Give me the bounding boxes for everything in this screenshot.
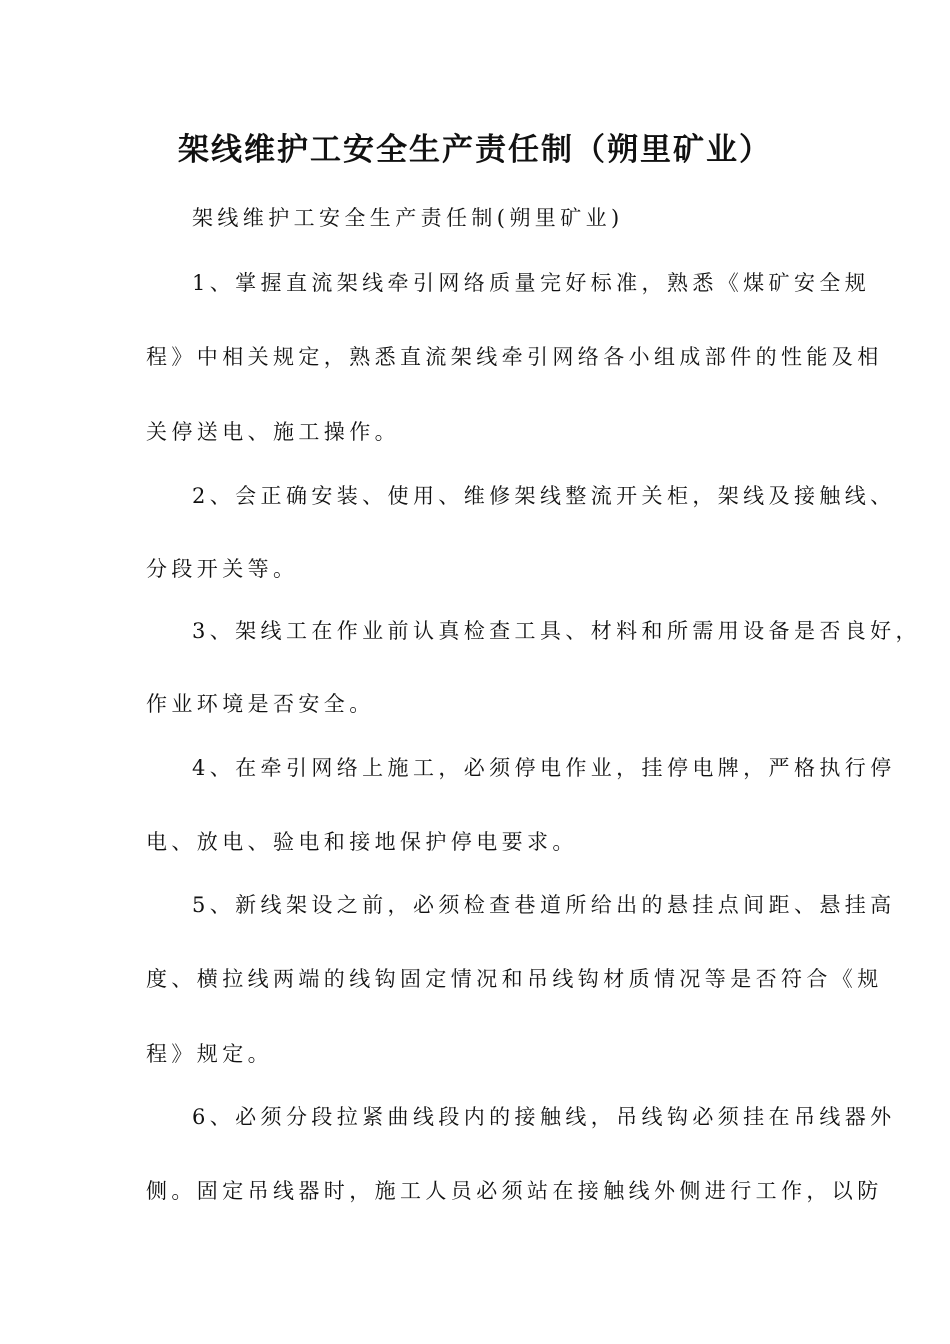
paragraph-line: 程》中相关规定，熟悉直流架线牵引网络各小组成部件的性能及相 (146, 345, 883, 369)
paragraph-line: 4、在牵引网络上施工，必须停电作业，挂停电牌，严格执行停 (192, 756, 896, 780)
paragraph-line: 分段开关等。 (146, 557, 299, 581)
paragraph-line: 关停送电、施工操作。 (146, 420, 400, 444)
paragraph-line: 度、横拉线两端的线钩固定情况和吊线钩材质情况等是否符合《规 (146, 967, 883, 991)
paragraph-line: 1、掌握直流架线牵引网络质量完好标准，熟悉《煤矿安全规 (192, 271, 871, 295)
paragraph-line: 程》规定。 (146, 1042, 273, 1066)
document-title: 架线维护工安全生产责任制（朔里矿业） (178, 132, 772, 168)
paragraph-line: 5、新线架设之前，必须检查巷道所给出的悬挂点间距、悬挂高 (192, 893, 896, 917)
paragraph-line: 侧。固定吊线器时，施工人员必须站在接触线外侧进行工作，以防 (146, 1179, 883, 1203)
paragraph-line: 3、架线工在作业前认真检查工具、材料和所需用设备是否良好， (192, 619, 921, 643)
paragraph-line: 6、必须分段拉紧曲线段内的接触线，吊线钩必须挂在吊线器外 (192, 1105, 896, 1129)
paragraph-line: 作业环境是否安全。 (146, 692, 375, 716)
paragraph-line: 电、放电、验电和接地保护停电要求。 (146, 830, 578, 854)
paragraph-line: 2、会正确安装、使用、维修架线整流开关柜，架线及接触线、 (192, 484, 896, 508)
document-subtitle: 架线维护工安全生产责任制(朔里矿业) (192, 206, 624, 230)
